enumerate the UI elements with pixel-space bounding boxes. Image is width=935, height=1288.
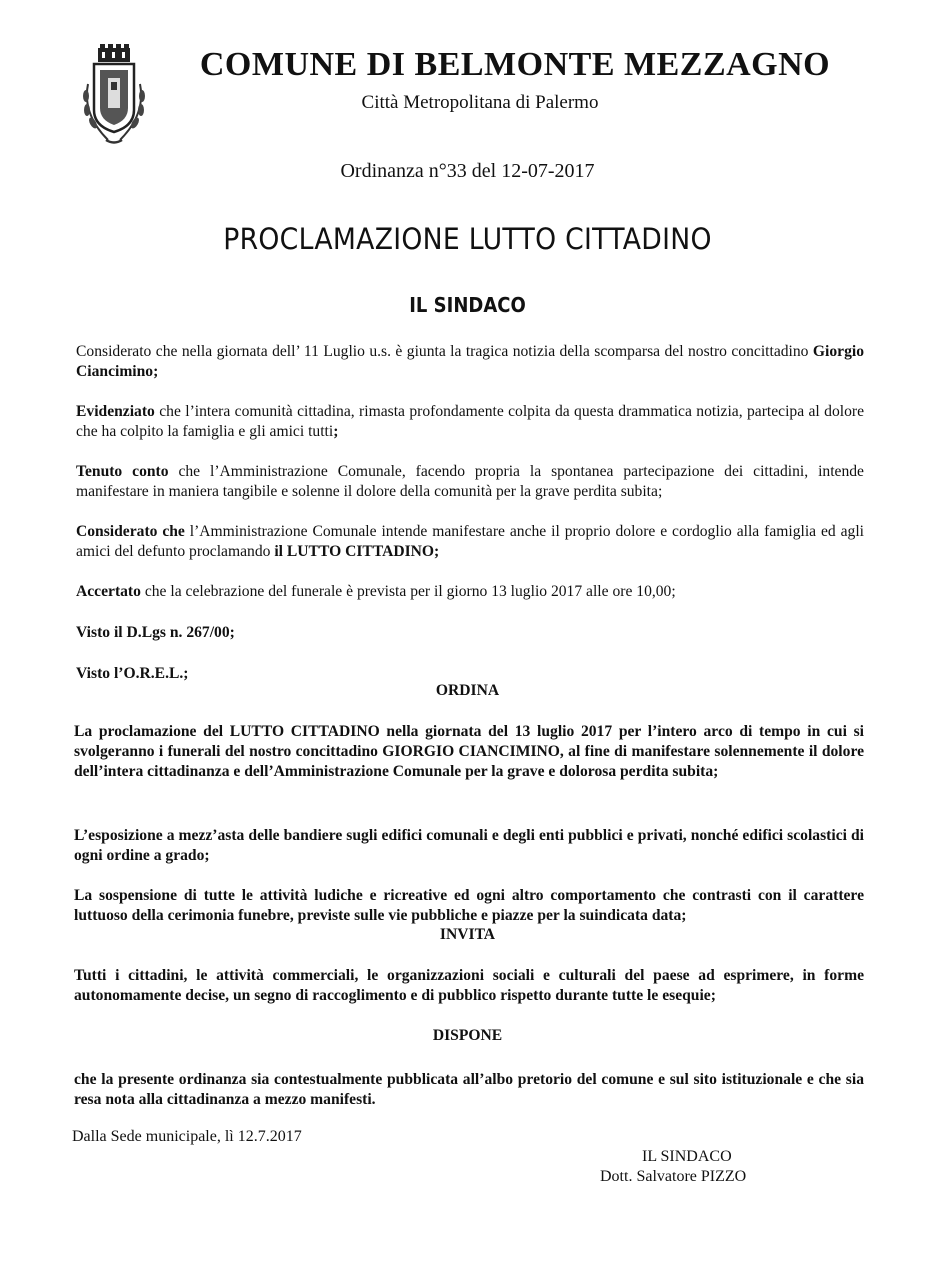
premise-4: Considerato che l’Amministrazione Comunale intende manifestare anche il proprio dolore e cordoglio alla famiglia ed agli amici del defunto proclamando il LUTTO CITTADINO; [76,523,864,560]
place-date: Dalla Sede municipale, lì 12.7.2017 [72,1128,302,1145]
ordinance-number: Ordinanza n°33 del 12-07-2017 [340,160,595,182]
ordina-item-1: La proclamazione del LUTTO CITTADINO nella giornata del 13 luglio 2017 per l’intero arco di tempo in cui si svolgeranno i funerali del nostro concittadino GIORGIO CIANCIMINO, al fine di manifestare solennemente il dolore dell’intera cittadinanza e dell’Amministrazione Comunale per la grave e dolorosa perdita subita; [74,723,864,780]
invita-item-1: Tutti i cittadini, le attività commerciali, le organizzazioni sociali e culturali del paese ad esprimere, in forme autonomamente decise, un segno di raccoglimento e di pubblico rispetto durante tutte le esequie; [74,967,864,1004]
municipal-crest-icon [78,44,150,146]
signer-role: IL SINDACO [642,1148,732,1165]
premise-2: Evidenziato che l’intera comunità cittadina, rimasta profondamente colpita da questa drammatica notizia, partecipa al dolore che ha colpito la famiglia e gli amici tutti; [76,403,864,440]
ordina-heading: ORDINA [435,682,500,699]
municipality-name: COMUNE DI BELMONTE MEZZAGNO [199,46,831,83]
ordina-item-3: La sospensione di tutte le attività ludiche e ricreative ed ogni altro comportamento che contrasti con il carattere luttuoso della cerimonia funebre, previste sulle vie pubbliche e piazze per la suindicata data; [74,887,864,924]
ordina-item-2: L’esposizione a mezz’asta delle bandiere sugli edifici comunali e degli enti pubblici e privati, nonché edifici scolastici di ogni ordine a grado; [74,827,864,864]
issuer-heading: IL SINDACO [409,293,526,317]
signer-name: Dott. Salvatore PIZZO [600,1168,747,1185]
document-title: PROCLAMAZIONE LUTTO CITTADINO [223,222,712,256]
premise-5: Accertato che la celebrazione del funerale è prevista per il giorno 13 luglio 2017 alle ore 10,00; [76,583,676,600]
metropolitan-city: Città Metropolitana di Palermo [361,92,599,113]
premise-7: Visto l’O.R.E.L.; [76,665,189,682]
dispone-heading: DISPONE [432,1027,503,1044]
premise-6: Visto il D.Lgs n. 267/00; [76,624,235,641]
dispone-item-1: che la presente ordinanza sia contestualmente pubblicata all’albo pretorio del comune e sul sito istituzionale e che sia resa nota alla cittadinanza a mezzo manifesti. [74,1071,864,1108]
invita-heading: INVITA [439,926,496,943]
premise-1: Considerato che nella giornata dell’ 11 Luglio u.s. è giunta la tragica notizia della scomparsa del nostro concittadino Giorgio Ciancimino; [76,343,864,380]
premise-3: Tenuto conto che l’Amministrazione Comunale, facendo propria la spontanea partecipazione dei cittadini, intende manifestare in maniera tangibile e solenne il dolore della comunità per la grave perdita subita; [76,463,864,500]
